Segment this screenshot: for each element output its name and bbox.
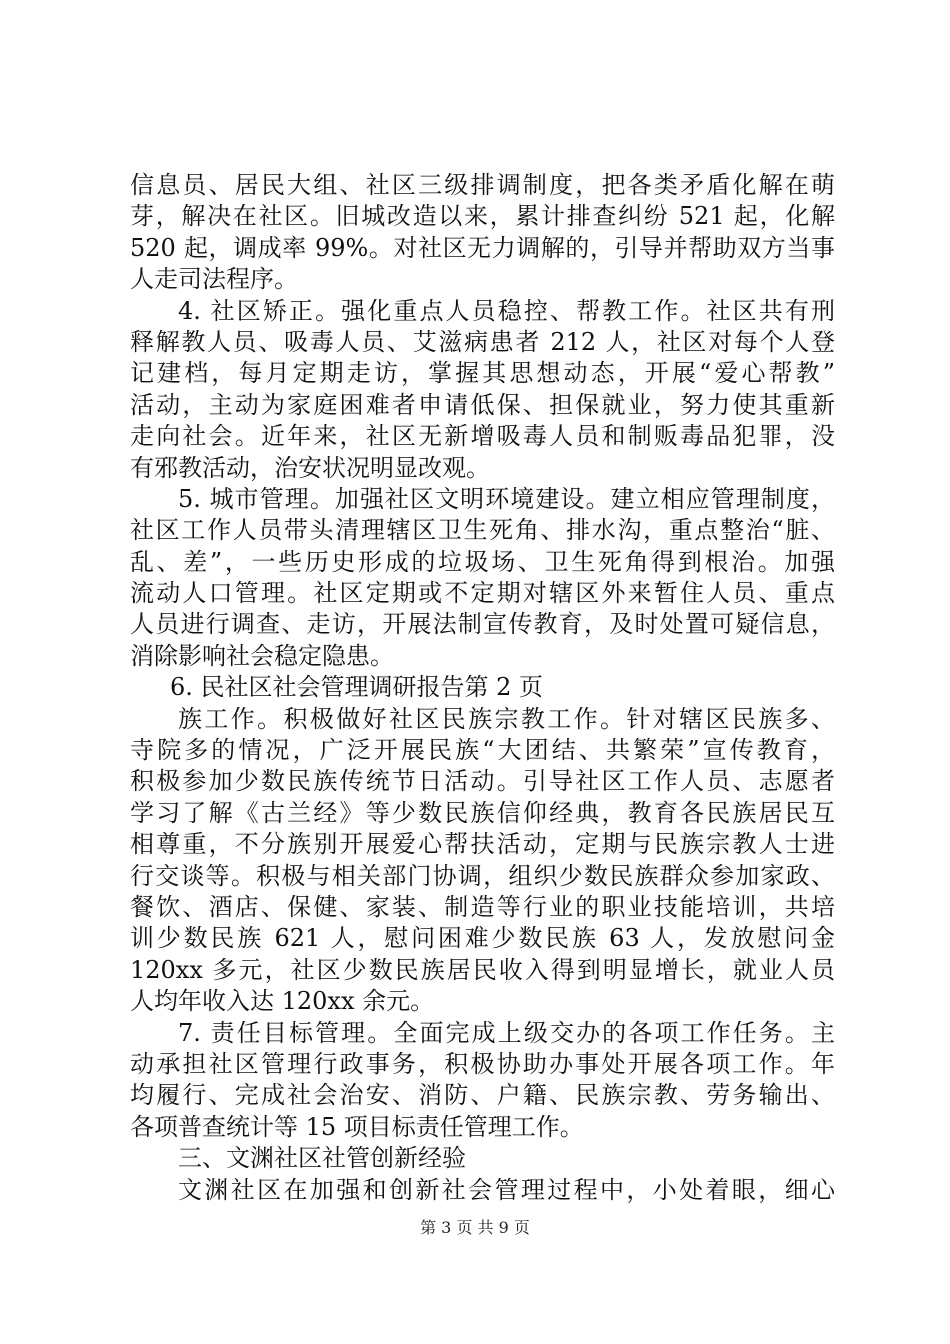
section-heading: 三、文渊社区社管创新经验 <box>178 1144 466 1173</box>
paragraph-line: 7. 责任目标管理。全面完成上级交办的各项工作任务。主 <box>178 1018 835 1047</box>
paragraph-line: 活动，主动为家庭困难者申请低保、担保就业，努力使其重新 <box>130 390 835 419</box>
paragraph-line: 流动人口管理。社区定期或不定期对辖区外来暂住人员、重点 <box>130 579 835 608</box>
paragraph-line: 训少数民族 621 人，慰问困难少数民族 63 人，发放慰问金 <box>130 924 835 953</box>
paragraph-line: 积极参加少数民族传统节日活动。引导社区工作人员、志愿者 <box>130 767 835 796</box>
paragraph-line: 520 起，调成率 99%。对社区无力调解的，引导并帮助双方当事 <box>130 233 835 262</box>
paragraph-line: 120xx 多元，社区少数民族居民收入得到明显增长，就业人员 <box>130 955 835 984</box>
paragraph-line: 人走司法程序。 <box>130 265 298 294</box>
document-body <box>130 170 835 1206</box>
paragraph-line: 文渊社区在加强和创新社会管理过程中，小处着眼，细心 <box>178 1175 835 1204</box>
paragraph-line: 行交谈等。积极与相关部门协调，组织少数民族群众参加家政、 <box>130 861 835 890</box>
paragraph-line: 信息员、居民大组、社区三级排调制度，把各类矛盾化解在萌 <box>130 171 835 199</box>
paragraph-line: 乱、差”，一些历史形成的垃圾场、卫生死角得到根治。加强 <box>130 547 835 576</box>
paragraph-line: 芽，解决在社区。旧城改造以来，累计排查纠纷 521 起，化解 <box>130 202 835 231</box>
paragraph-line: 消除影响社会稳定隐患。 <box>130 641 394 670</box>
paragraph-line: 释解教人员、吸毒人员、艾滋病患者 212 人，社区对每个人登 <box>130 327 835 356</box>
paragraph-line: 走向社会。近年来，社区无新增吸毒人员和制贩毒品犯罪，没 <box>130 422 835 451</box>
paragraph-line: 族工作。积极做好社区民族宗教工作。针对辖区民族多、 <box>178 704 835 733</box>
paragraph-line: 社区工作人员带头清理辖区卫生死角、排水沟，重点整治“脏、 <box>130 516 835 545</box>
paragraph-line: 动承担社区管理行政事务，积极协助办事处开展各项工作。年 <box>130 1049 835 1078</box>
paragraph-line: 餐饮、酒店、保健、家装、制造等行业的职业技能培训，共培 <box>130 892 835 921</box>
paragraph-line: 有邪教活动，治安状况明显改观。 <box>130 453 490 482</box>
paragraph-line: 人员进行调查、走访，开展法制宣传教育，及时处置可疑信息， <box>130 610 835 639</box>
paragraph-line: 4. 社区矫正。强化重点人员稳控、帮教工作。社区共有刑 <box>178 296 835 325</box>
paragraph-line: 记建档，每月定期走访，掌握其思想动态，开展“爱心帮教” <box>130 359 835 388</box>
paragraph-line: 各项普查统计等 15 项目标责任管理工作。 <box>130 1112 584 1141</box>
paragraph-line: 学习了解《古兰经》等少数民族信仰经典，教育各民族居民互 <box>130 798 835 827</box>
paragraph-line: 寺院多的情况，广泛开展民族“大团结、共繁荣”宣传教育， <box>130 736 835 765</box>
paragraph-line: 5. 城市管理。加强社区文明环境建设。建立相应管理制度， <box>178 484 835 513</box>
paragraph-line: 相尊重，不分族别开展爱心帮扶活动，定期与民族宗教人士进 <box>130 830 835 859</box>
page-break-marker: 6. 民社区社会管理调研报告第 2 页 <box>170 673 544 702</box>
paragraph-line: 人均年收入达 120xx 余元。 <box>130 987 435 1016</box>
paragraph-line: 均履行、完成社会治安、消防、户籍、民族宗教、劳务输出、 <box>130 1081 835 1110</box>
page-number-footer: 第 3 页 共 9 页 <box>420 1218 530 1237</box>
